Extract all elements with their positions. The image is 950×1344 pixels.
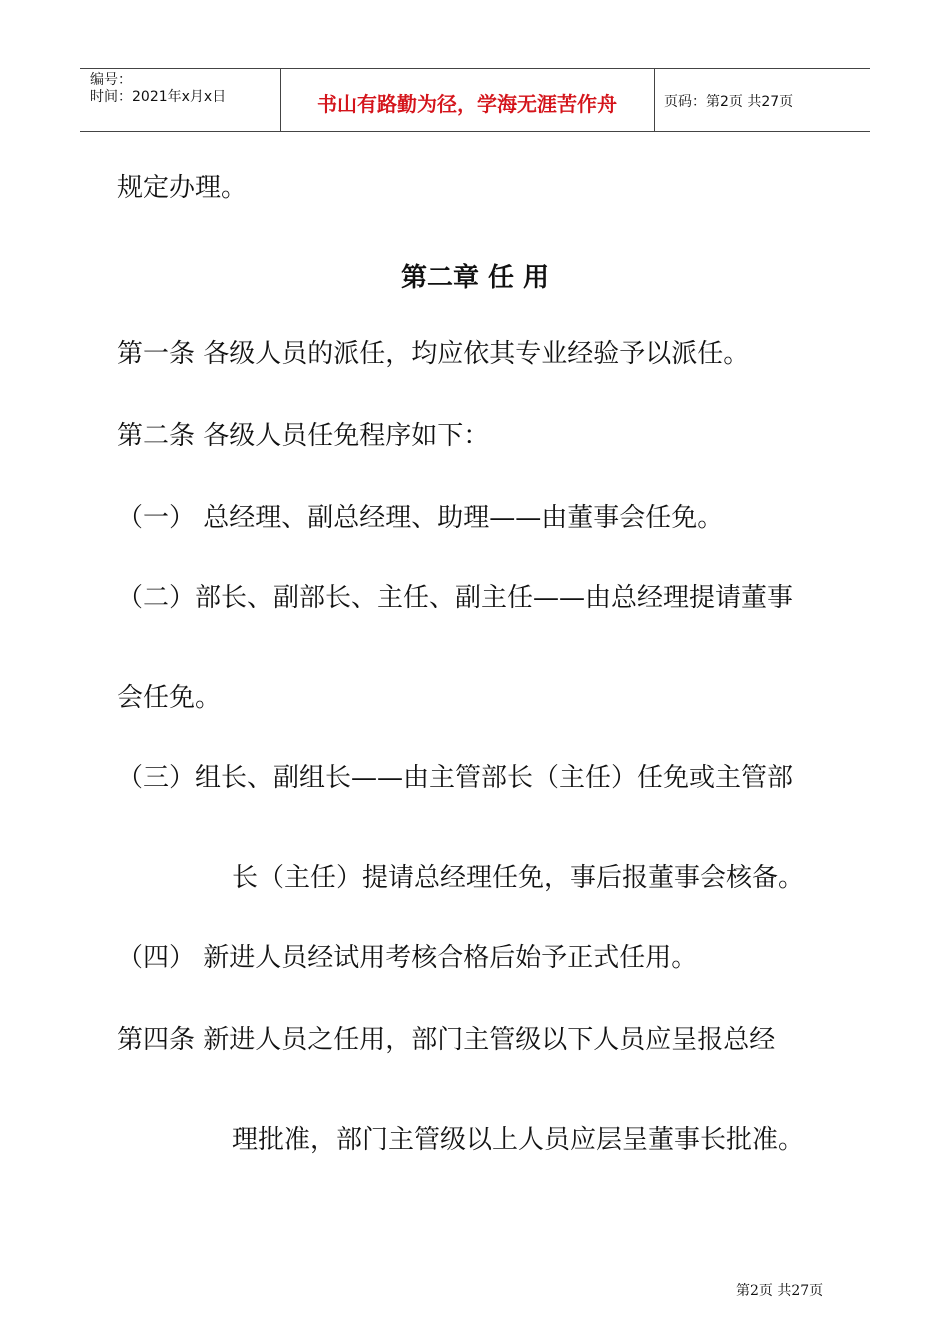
- header-motto: 书山有路勤为径，学海无涯苦作舟: [317, 92, 617, 116]
- footer-page-number: 第2页 共27页: [736, 1283, 824, 1299]
- document-number-label: 编号：: [90, 72, 132, 88]
- article-4-line-1: 第四条 新进人员之任用，部门主管级以下人员应呈报总经: [117, 1025, 776, 1055]
- header-motto-cell: [280, 69, 655, 131]
- list-item-3-line-1: （三）组长、副组长——由主管部长（主任）任免或主管部: [117, 763, 794, 793]
- page-header: [80, 68, 870, 132]
- list-item-2-line-2: 会任免。: [117, 683, 222, 713]
- article-4-line-2: 理批准，部门主管级以上人员应层呈董事长批准。: [232, 1125, 805, 1155]
- header-meta-cell: [80, 69, 281, 131]
- list-item-4: （四） 新进人员经试用考核合格后始予正式任用。: [117, 943, 698, 973]
- list-item-2-line-1: （二）部长、副部长、主任、副主任——由总经理提请董事: [117, 583, 794, 613]
- header-page-number: 页码：第2页 共27页: [664, 94, 794, 110]
- article-1: 第一条 各级人员的派任，均应依其专业经验予以派任。: [117, 339, 750, 369]
- article-2: 第二条 各级人员任免程序如下：: [117, 421, 490, 451]
- document-date-label: 时间：2021年x月x日: [90, 89, 227, 105]
- header-page-cell: [654, 69, 870, 131]
- chapter-title: 第二章 任 用: [400, 263, 550, 293]
- list-item-1: （一） 总经理、副总经理、助理——由董事会任免。: [117, 503, 724, 533]
- list-item-3-line-2: 长（主任）提请总经理任免，事后报董事会核备。: [232, 863, 805, 893]
- paragraph-continuation: 规定办理。: [117, 173, 248, 203]
